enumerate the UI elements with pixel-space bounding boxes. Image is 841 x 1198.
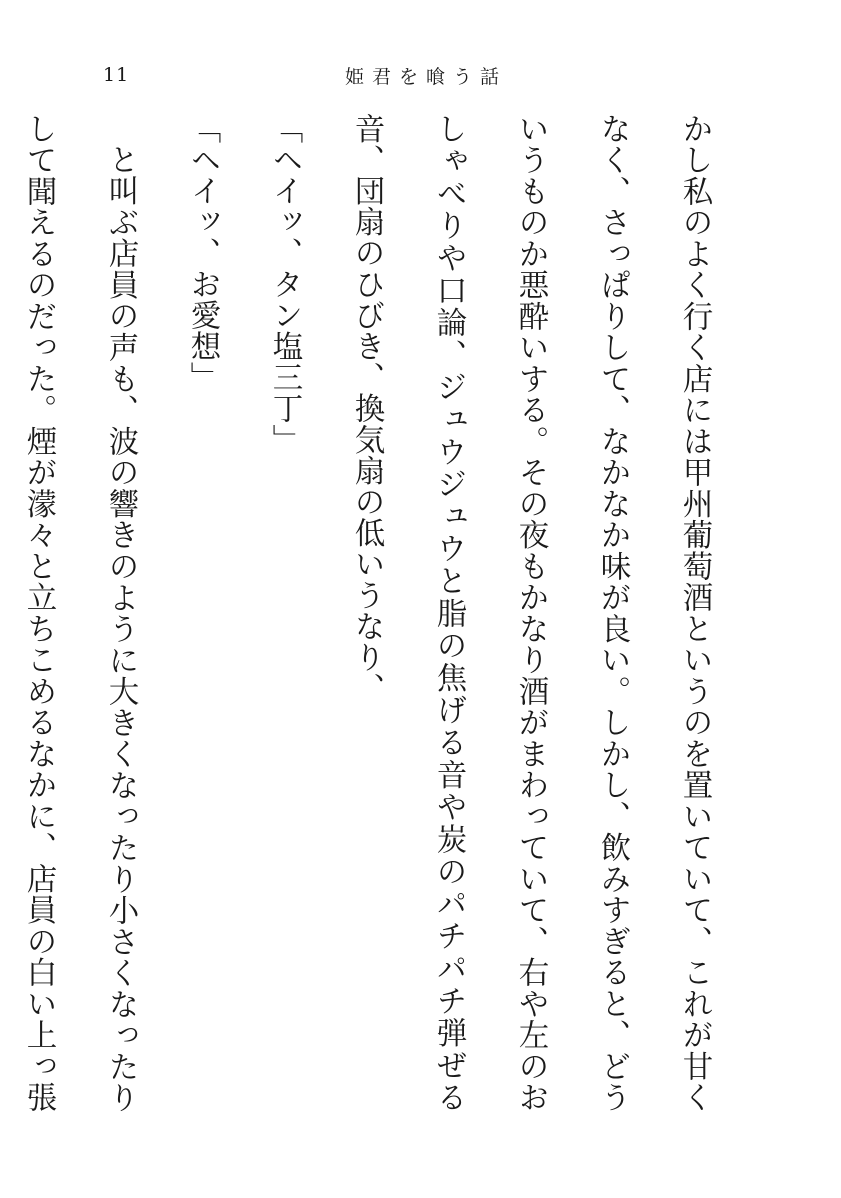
body-text [21,113,735,1113]
dialogue-line: 「ヘイッ、お愛想」 [185,113,220,393]
paragraph: と叫ぶ店員の声も、波の響きのように大きくなったり小さくなったりして聞えるのだった。煙が濛々と立ちこめるなかに、店員の白い上っ張 [21,113,138,1113]
running-title: 姫君を喰う話 [344,66,507,88]
paragraph-continuation: かし私のよく行く店には甲州葡萄酒というのを置いていて、これが甘くなく、さっぱりして、なかなか味が良い。しかし、飲みすぎると、どういうものか悪酔いする。その夜もかなり酒がまわっていて、右や左のおしゃべりや口論、ジュウジュウと脂の焦げる音や炭のパチパチ弾ぜる音、団扇のひびき、換気扇の低いうなり、 [349,113,712,1113]
page-number: 11 [103,64,130,86]
dialogue-line: 「ヘイッ、タン塩三丁」 [267,113,302,456]
